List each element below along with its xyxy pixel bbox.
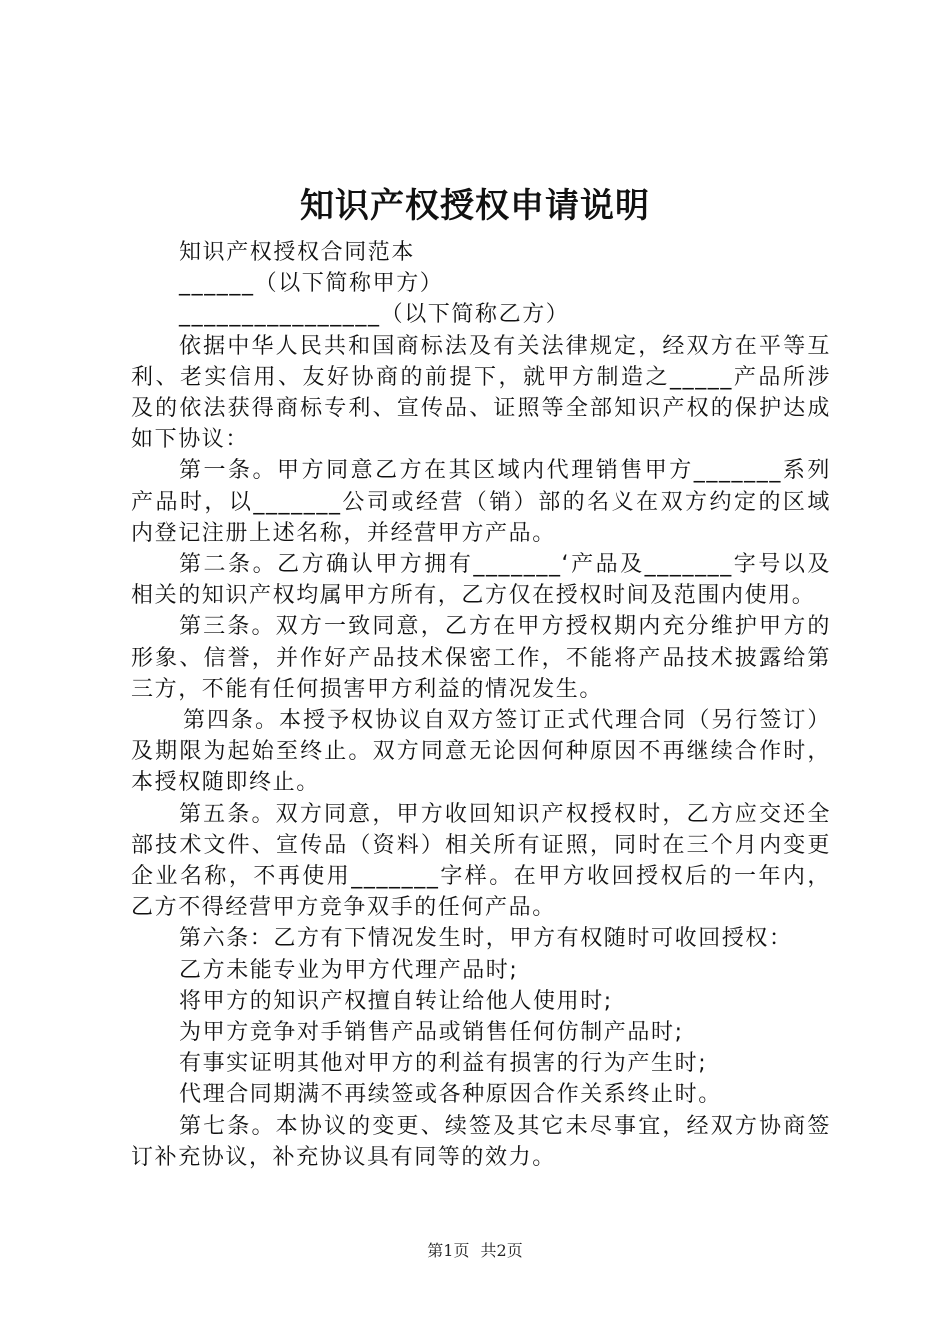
article-2: 第二条。乙方确认甲方拥有_______‘产品及_______字号以及相关的知识产权均属甲方所有，乙方仅在授权时间及范围内使用。 (131, 552, 831, 609)
page-total: 共2页 (480, 1241, 523, 1260)
contract-heading: 知识产权授权合同范本 (179, 240, 416, 265)
article-7: 第七条。本协议的变更、续签及其它未尽事宜，经双方协商签订补充协议，补充协议具有同等的效力。 (131, 1113, 831, 1170)
article-5: 第五条。双方同意，甲方收回知识产权授权时，乙方应交还全部技术文件、宣传品（资料）相关所有证照，同时在三个月内变更企业名称，不再使用_______字样。在甲方收回授权后的一年内，乙方不得经营甲方竞争双手的任何产品。 (131, 801, 831, 921)
article-6-item: 代理合同期满不再续签或各种原因合作关系终止时。 (179, 1082, 722, 1108)
article-1: 第一条。甲方同意乙方在其区域内代理销售甲方_______系列产品时，以_______公司或经营（销）部的名义在双方约定的区域内登记注册上述名称，并经营甲方产品。 (131, 458, 831, 546)
party-b-line: ________________（以下简称乙方） (179, 302, 570, 328)
article-3: 第三条。双方一致同意，乙方在甲方授权期内充分维护甲方的形象、信誉，并作好产品技术保密工作，不能将产品技术披露给第三方，不能有任何损害甲方利益的情况发生。 (131, 614, 831, 702)
article-6: 第六条：乙方有下情况发生时，甲方有权随时可收回授权： (179, 926, 793, 952)
article-6-item: 有事实证明其他对甲方的利益有损害的行为产生时; (179, 1051, 708, 1077)
article-6-item: 为甲方竞争对手销售产品或销售任何仿制产品时; (179, 1020, 684, 1046)
page-footer (0, 1240, 950, 1262)
document-title: 知识产权授权申请说明 (300, 186, 650, 226)
page-number: 第1页 (427, 1241, 470, 1260)
document-body (131, 237, 831, 1173)
article-4: 第四条。本授予权协议自双方签订正式代理合同（另行签订）及期限为起始至终止。双方同意无论因何种原因不再继续合作时，本授权随即终止。 (131, 708, 831, 796)
party-a-line: ______（以下简称甲方） (179, 271, 444, 297)
article-6-item: 将甲方的知识产权擅自转让给他人使用时; (179, 988, 613, 1014)
article-6-item: 乙方未能专业为甲方代理产品时; (179, 957, 519, 983)
preamble-paragraph: 依据中华人民共和国商标法及有关法律规定，经双方在平等互利、老实信用、友好协商的前提下，就甲方制造之_____产品所涉及的依法获得商标专利、宣传品、证照等全部知识产权的保护达成如下协议： (131, 333, 831, 453)
